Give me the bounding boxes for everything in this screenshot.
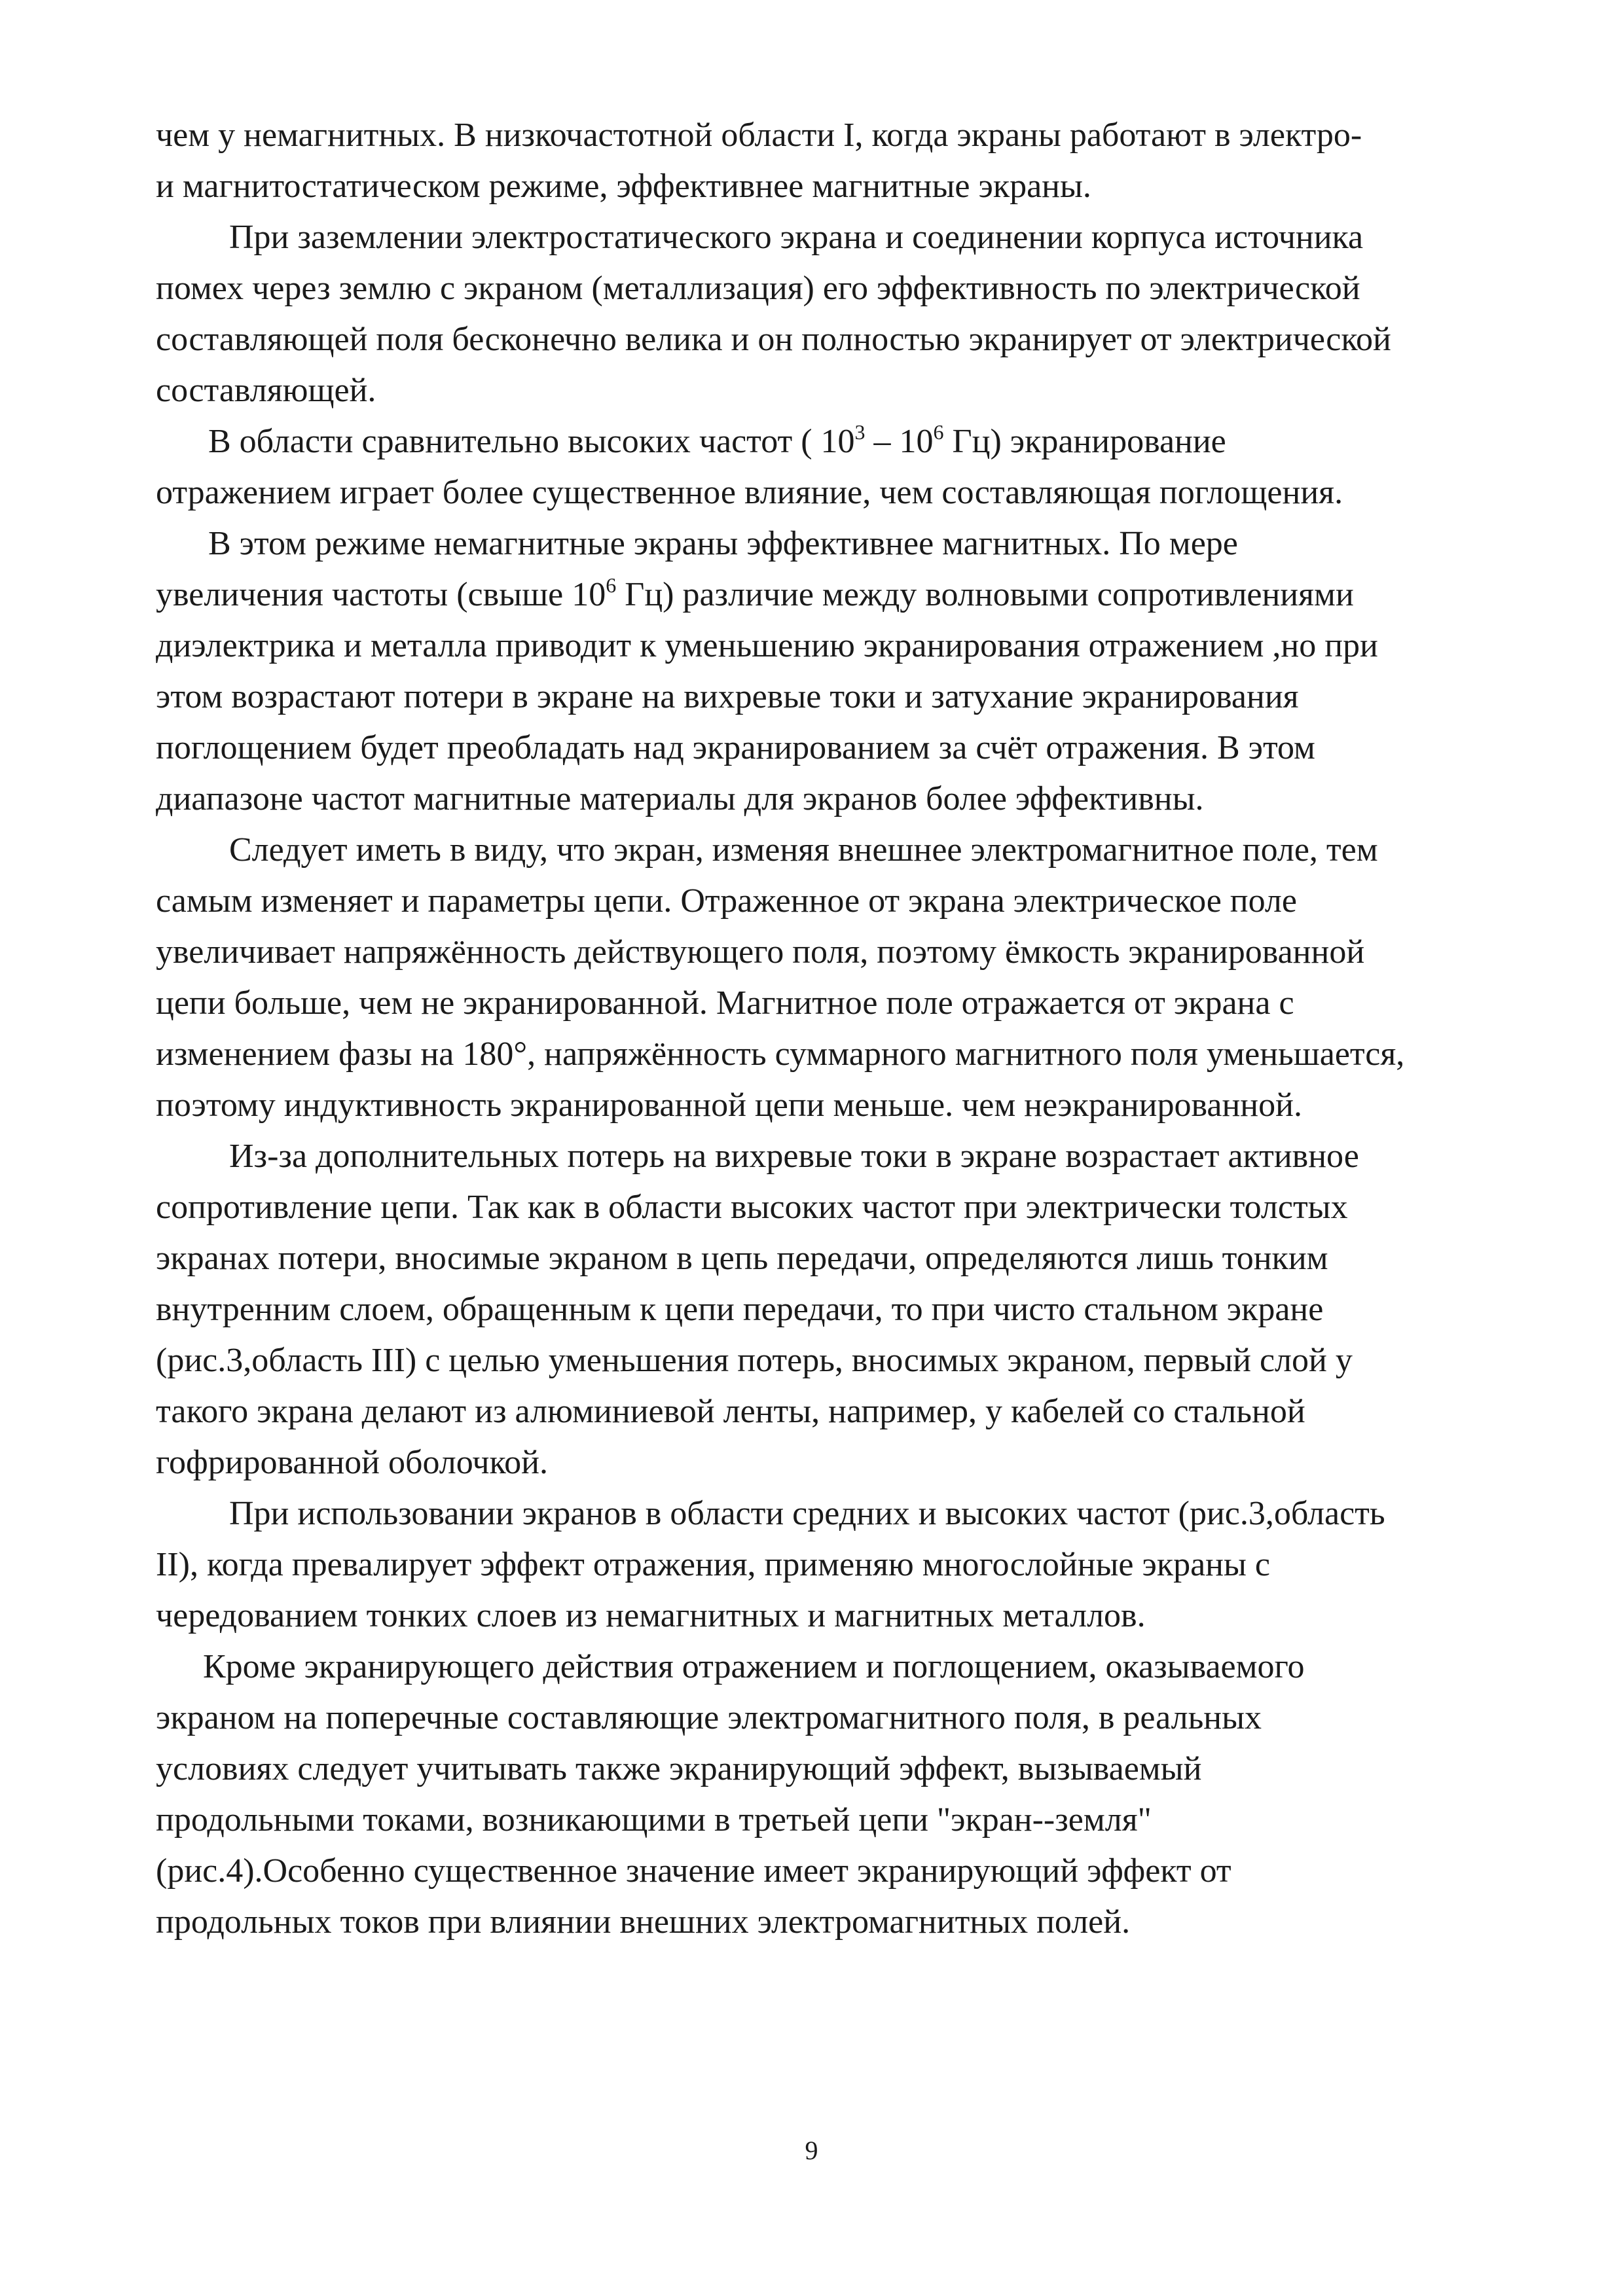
text-line: составляющей поля бесконечно велика и он полностью экранирует от электрической <box>156 321 1391 358</box>
text-fragment: увеличения частоты (свыше 10 <box>156 576 606 613</box>
paragraph-start-line: Из-за дополнительных потерь на вихревые токи в экране возрастает активное <box>229 1138 1359 1175</box>
text-line: изменением фазы на 180°, напряжённость суммарного магнитного поля уменьшается, <box>156 1035 1405 1073</box>
superscript: 3 <box>854 420 866 444</box>
text-line: поэтому индуктивность экранированной цепи меньше. чем неэкранированной. <box>156 1086 1302 1124</box>
text-line: чередованием тонких слоев из немагнитных и магнитных металлов. <box>156 1597 1146 1634</box>
text-line: внутренним слоем, обращенным к цепи передачи, то при чисто стальном экране <box>156 1291 1324 1328</box>
document-body <box>156 110 1570 1948</box>
text-line: такого экрана делают из алюминиевой ленты, например, у кабелей со стальной <box>156 1393 1305 1430</box>
text-line: (рис.4).Особенно существенное значение имеет экранирующий эффект от <box>156 1852 1231 1890</box>
text-line: продольных токов при влиянии внешних электромагнитных полей. <box>156 1903 1131 1941</box>
text-line: помех через землю с экраном (металлизация) его эффективность по электрической <box>156 270 1360 307</box>
page-number: 9 <box>805 2136 818 2165</box>
text-line: составляющей. <box>156 372 376 409</box>
text-line: (рис.3,область III) с целью уменьшения потерь, вносимых экраном, первый слой у <box>156 1342 1353 1379</box>
text-line: продольными токами, возникающими в третьей цепи "экран--земля" <box>156 1801 1152 1839</box>
paragraph-start-line <box>156 416 1570 467</box>
paragraph-start-line: Кроме экранирующего действия отражением и поглощением, оказываемого <box>203 1648 1305 1685</box>
text-line: экранах потери, вносимые экраном в цепь передачи, определяются лишь тонким <box>156 1240 1328 1277</box>
text-line: и магнитостатическом режиме, эффективнее магнитные экраны. <box>156 168 1091 205</box>
text-line: экраном на поперечные составляющие электромагнитного поля, в реальных <box>156 1699 1262 1736</box>
text-line: цепи больше, чем не экранированной. Магнитное поле отражается от экрана с <box>156 984 1294 1022</box>
paragraph-start-line: При использовании экранов в области средних и высоких частот (рис.3,область <box>229 1495 1385 1532</box>
text-fragment: – 10 <box>865 423 934 460</box>
text-line: сопротивление цепи. Так как в области высоких частот при электрически толстых <box>156 1189 1348 1226</box>
text-fragment: Гц) различие между волновыми сопротивлениями <box>616 576 1354 613</box>
paragraph-start-line: Следует иметь в виду, что экран, изменяя внешнее электромагнитное поле, тем <box>229 831 1378 869</box>
text-line <box>156 569 1570 620</box>
text-fragment: Гц) экранирование <box>943 423 1226 460</box>
superscript: 6 <box>606 573 617 597</box>
text-line: диапазоне частот магнитные материалы для экранов более эффективны. <box>156 780 1204 817</box>
text-fragment: В области сравнительно высоких частот ( 10 <box>208 423 855 460</box>
text-line: чем у немагнитных. В низкочастотной области I, когда экраны работают в электро- <box>156 117 1362 154</box>
paragraph-start-line: В этом режиме немагнитные экраны эффективнее магнитных. По мере <box>208 525 1238 562</box>
text-line: поглощением будет преобладать над экранированием за счёт отражения. В этом <box>156 729 1315 766</box>
text-line: увеличивает напряжённость действующего поля, поэтому ёмкость экранированной <box>156 933 1365 971</box>
text-line: II), когда превалирует эффект отражения, применяю многослойные экраны с <box>156 1546 1271 1583</box>
text-line: этом возрастают потери в экране на вихревые токи и затухание экранирования <box>156 678 1299 715</box>
text-line: гофрированной оболочкой. <box>156 1444 548 1481</box>
paragraph-start-line: При заземлении электростатического экрана и соединении корпуса источника <box>229 219 1364 256</box>
text-line: условиях следует учитывать также экранирующий эффект, вызываемый <box>156 1750 1202 1787</box>
text-line: отражением играет более существенное влияние, чем составляющая поглощения. <box>156 474 1343 511</box>
text-line: самым изменяет и параметры цепи. Отраженное от экрана электрическое поле <box>156 882 1297 920</box>
text-line: диэлектрика и металла приводит к уменьшению экранирования отражением ,но при <box>156 627 1378 664</box>
superscript: 6 <box>933 420 944 444</box>
